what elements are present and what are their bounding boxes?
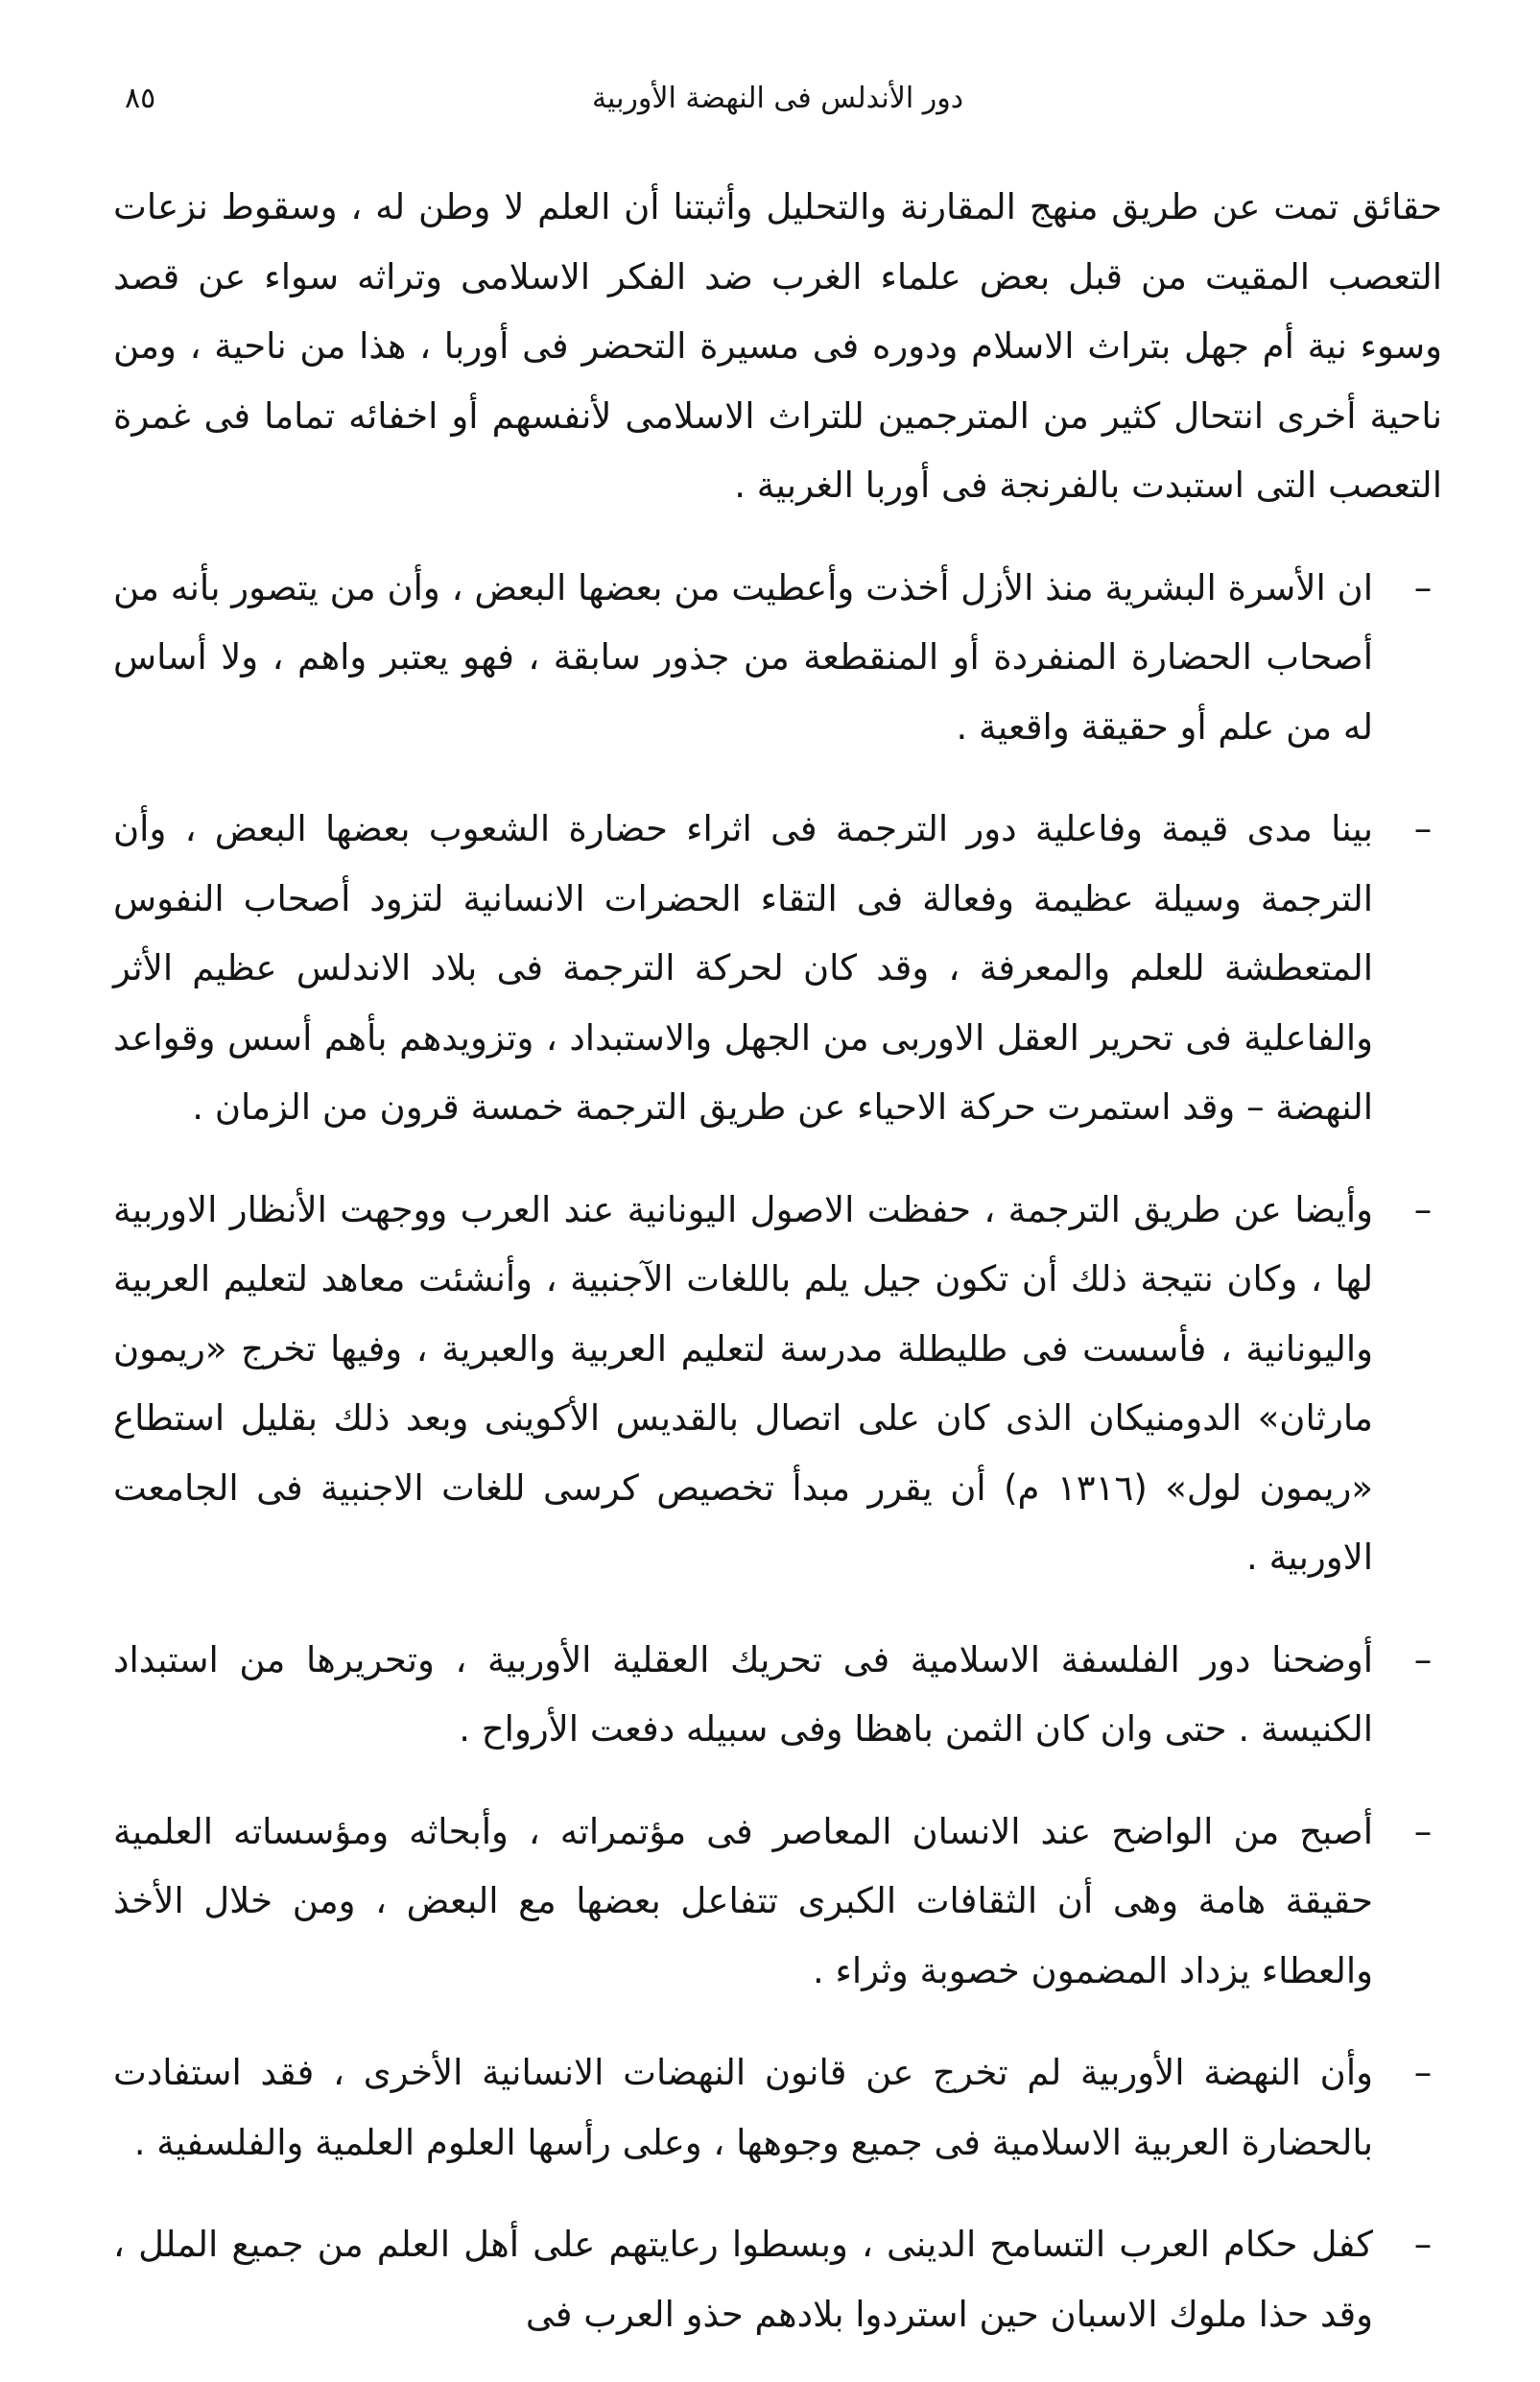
page-number: ٨٥: [125, 82, 156, 115]
bullet-item: [113, 2038, 1442, 2178]
bullet-item: [113, 1626, 1442, 1765]
dash-bullet: –: [1413, 2224, 1433, 2265]
dash-bullet: –: [1413, 566, 1433, 608]
bullet-item: [113, 1176, 1442, 1593]
dash-bullet: –: [1413, 1810, 1433, 1852]
bullet-item: [113, 2210, 1442, 2349]
bullet-text: بينا مدى قيمة وفاعلية دور الترجمة فى اثراء حضارة الشعوب بعضها البعض ، وأن الترجمة وسيلة عظيمة وفعالة فى التقاء الحضرات الانسانية لتزود أصحاب النفوس المتعطشة للعلم والمعرفة ، وقد كان لحركة الترجمة فى بلاد الاندلس عظيم الأثر والفاعلية فى تحرير العقل الاوربى من الجهل والاستبداد ، وتزويدهم بأهم أسس وقواعد النهضة – وقد استمرت حركة الاحياء عن طريق الترجمة خمسة قرون من الزمان .: [113, 808, 1373, 1128]
page-header: [113, 75, 1442, 123]
bullet-text: أوضحنا دور الفلسفة الاسلامية فى تحريك العقلية الأوربية ، وتحريرها من استبداد الكنيسة . حتى وان كان الثمن باهظا وفى سبيله دفعت الأرواح .: [113, 1638, 1373, 1750]
bullet-text: وأن النهضة الأوربية لم تخرج عن قانون النهضات الانسانية الأخرى ، فقد استفادت بالحضارة العربية الاسلامية فى جميع وجوهها ، وعلى رأسها العلوم العلمية والفلسفية .: [113, 2052, 1373, 2163]
bullet-text: وأيضا عن طريق الترجمة ، حفظت الاصول اليونانية عند العرب ووجهت الأنظار الاوربية لها ، وكان نتيجة ذلك أن تكون جيل يلم باللغات الآجنبية ، وأنشئت معاهد لتعليم العربية واليونانية ، فأسست فى طليطلة مدرسة لتعليم العربية والعبرية ، وفيها تخرج «ريمون مارثان» الدومنيكان الذى كان على اتصال بالقديس الأكوينى وبعد ذلك بقليل استطاع «ريمون لول» (١٣١٦ م) أن يقرر مبدأ تخصيص كرسى للغات الاجنبية فى الجامعت الاوربية .: [113, 1188, 1373, 1578]
bullet-item: [113, 1798, 1442, 2007]
bullet-text: أصبح من الواضح عند الانسان المعاصر فى مؤتمراته ، وأبحاثه ومؤسساته العلمية حقيقة هامة وهى أن الثقافات الكبرى تتفاعل بعضها مع البعض ، ومن خلال الأخذ والعطاء يزداد المضمون خصوبة وثراء .: [113, 1810, 1373, 1991]
running-title: دور الأندلس فى النهضة الأوربية: [591, 82, 964, 115]
dash-bullet: –: [1413, 2052, 1433, 2093]
dash-bullet: –: [1413, 1188, 1433, 1230]
bullet-text: ان الأسرة البشرية منذ الأزل أخذت وأعطيت من بعضها البعض ، وأن من يتصور بأنه من أصحاب الحضارة المنفردة أو المنقطعة من جذور سابقة ، فهو يعتبر واهم ، ولا أساس له من علم أو حقيقة واقعية .: [113, 566, 1373, 748]
bullet-item: [113, 554, 1442, 763]
dash-bullet: –: [1413, 808, 1433, 849]
body-text: [113, 173, 1442, 2382]
bullet-text: كفل حكام العرب التسامح الدينى ، وبسطوا رعايتهم على أهل العلم من جميع الملل ، وقد حذا ملوك الاسبان حين استردوا بلادهم حذو العرب فى: [113, 2224, 1373, 2335]
bullet-item: [113, 795, 1442, 1143]
dash-bullet: –: [1413, 1638, 1433, 1680]
intro-paragraph: حقائق تمت عن طريق منهج المقارنة والتحليل وأثبتنا أن العلم لا وطن له ، وسقوط نزعات التعصب المقيت من قبل بعض علماء الغرب ضد الفكر الاسلامى وتراثه سواء عن قصد وسوء نية أم جهل بتراث الاسلام ودوره فى مسيرة التحضر فى أوربا ، هذا من ناحية ، ومن ناحية أخرى انتحال كثير من المترجمين للتراث الاسلامى لأنفسهم أو اخفائه تماما فى غمرة التعصب التى استبدت بالفرنجة فى أوربا الغربية .: [113, 186, 1442, 506]
